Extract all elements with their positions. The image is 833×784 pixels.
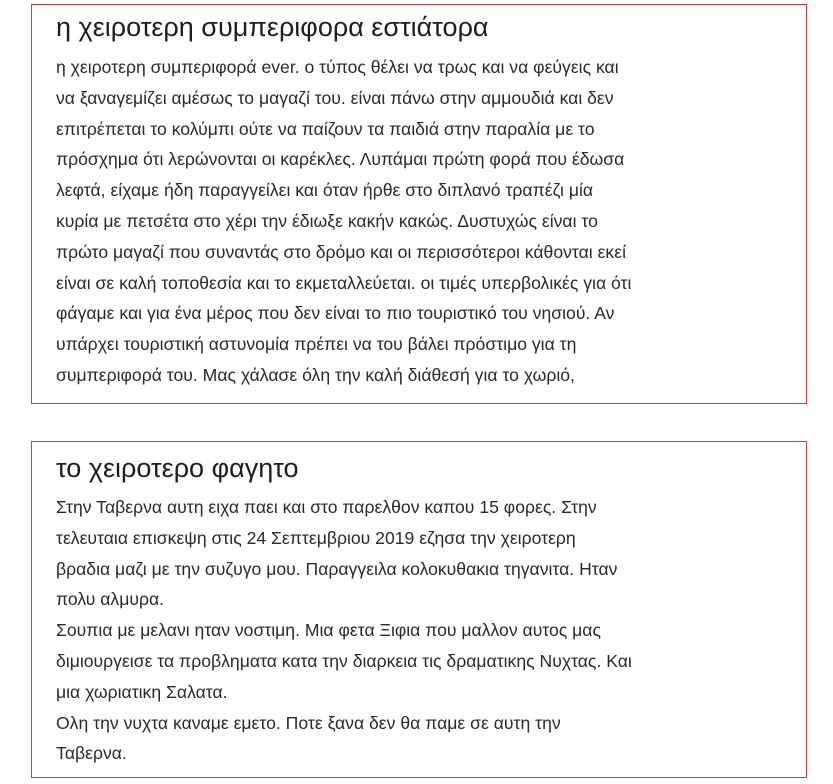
review-text-line: πρώτο μαγαζί που συναντάς στο δρόμο και οι περισσότεροι κάθονται εκεί: [56, 241, 626, 262]
review-text-line: συμπεριφορά του. Μας χάλασε όλη την καλή διάθεσή για το χωριό,: [56, 364, 575, 385]
review-card: [31, 441, 807, 778]
review-text-line: φάγαμε και για ένα μέρος που δεν είναι το πιο τουριστικό του νησιού. Αν: [56, 303, 615, 324]
review-text-line: βραδια μαζι με την συζυγο μου. Παραγγειλα κολοκυθακια τηγανιτα. Ηταν: [56, 558, 618, 579]
review-text-line: λεφτά, είχαμε ήδη παραγγείλει και όταν ήρθε στο διπλανό τραπέζι μία: [56, 180, 594, 201]
review-text-line: να ξαναγεμίζει αμέσως το μαγαζί του. είναι πάνω στην αμμουδιά και δεν: [56, 87, 614, 108]
review-text-line: πρόσχημα ότι λερώνονται οι καρέκλες. Λυπάμαι πρώτη φορά που έδωσα: [56, 149, 625, 170]
review-text-line: είναι σε καλή τοποθεσία και το εκμεταλλεύεται. οι τιμές υπερβολικές για ότι: [56, 272, 632, 293]
review-text-line: Ολη την νυχτα καναμε εμετο. Ποτε ξανα δεν θα παμε σε αυτη την: [56, 712, 561, 733]
review-title: το χειροτερο φαγητο: [56, 453, 299, 483]
review-text-line: διμιουργεισε τα προβληματα κατα την διαρκεια τις δραματικης Νυχτας. Και: [56, 650, 632, 671]
review-text-line: η χειροτερη συμπεριφορά ever. ο τύπος θέλει να τρως και να φεύγεις και: [56, 57, 619, 77]
review-text-line: πολυ αλμυρα.: [56, 589, 165, 610]
review-text-line: Ταβερνα.: [56, 743, 127, 764]
review-text-line: Σουπια με μελανι ηταν νοστιμη. Μια φετα Ξιφια που μαλλον αυτος μας: [56, 620, 601, 641]
review-text-line: Στην Ταβερνα αυτη ειχα παει και στο παρελθον καπου 15 φορες. Στην: [56, 497, 597, 517]
review-text-line: μια χωριατικη Σαλατα.: [56, 681, 228, 702]
review-text-line: κυρία με πετσέτα στο χέρι την έδιωξε κακήν κακώς. Δυστυχώς είναι το: [56, 210, 598, 231]
review-card: [31, 4, 807, 404]
review-title: η χειροτερη συμπεριφορα εστιάτορα: [56, 12, 489, 42]
review-text-line: τελευταια επισκεψη στις 24 Σεπτεμβριου 2019 εζησα την χειροτερη: [56, 527, 576, 548]
review-body: [56, 52, 791, 391]
review-text-line: υπάρχει τουριστική αστυνομία πρέπει να του βάλει πρόστιμο για τη: [56, 334, 577, 355]
review-text-line: επιτρέπεται το κολύμπι ούτε να παίζουν τα παιδιά στην παραλία με το: [56, 118, 595, 139]
review-body: [56, 492, 791, 769]
